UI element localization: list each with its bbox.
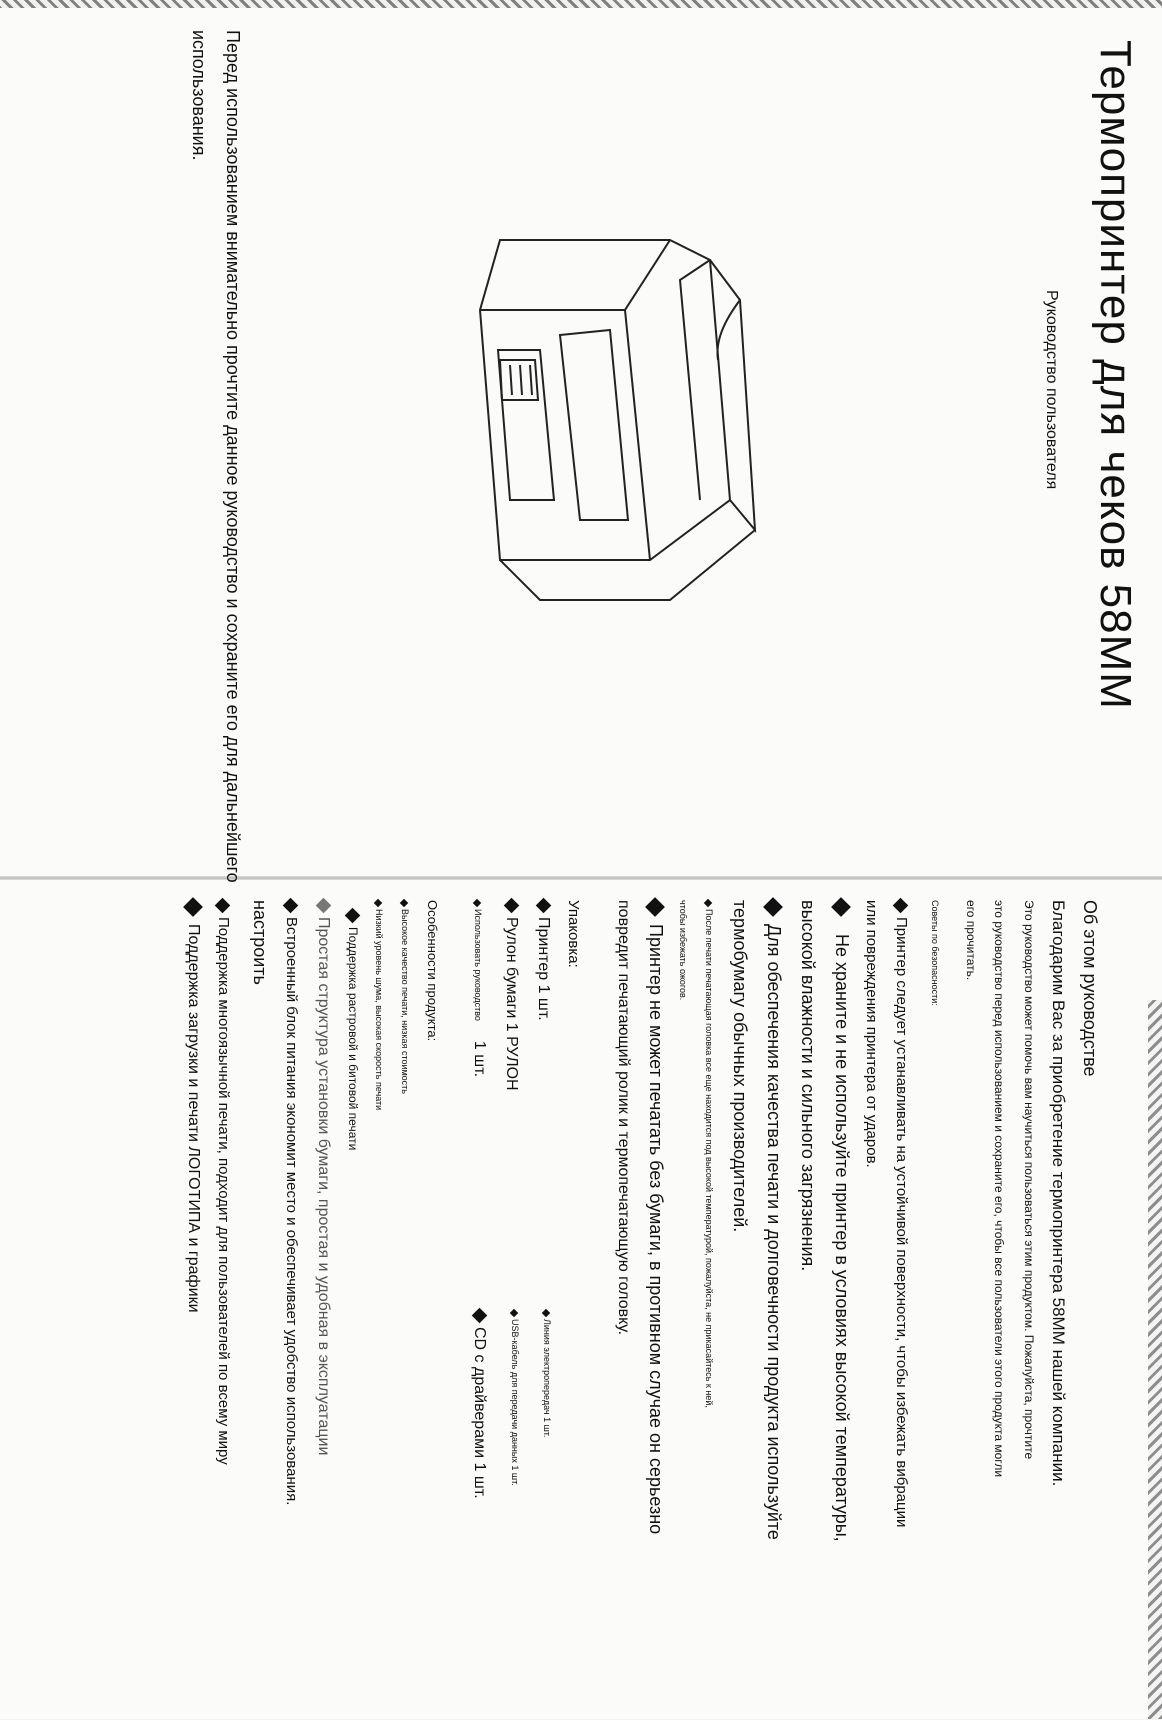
bullet-icon bbox=[831, 897, 851, 917]
bullet-icon bbox=[542, 1309, 550, 1317]
bullet-icon bbox=[283, 898, 299, 914]
bullet-icon bbox=[510, 1309, 518, 1317]
bullet-icon bbox=[344, 908, 360, 924]
thanks-text: Благодарим Вас за приобретение термопринтера 58ММ нашей компании. bbox=[1049, 900, 1068, 1487]
safety-tip-4: После печати печатающая головка все еще находится под высокой температурой, пожалуйста, не прикасайтесь к ней, bbox=[704, 900, 714, 1408]
safety-heading: Советы по безопасности: bbox=[930, 900, 940, 1006]
safety-tip-3-cont: термобумагу обычных производителей. bbox=[730, 900, 750, 1233]
bullet-icon bbox=[645, 897, 665, 917]
feature-6: Поддержка многоязычной печати, подходит для пользователей по всему миру bbox=[215, 900, 232, 1465]
feature-2: Низкий уровень шума, высокая скорость печати bbox=[374, 900, 384, 1110]
safety-tip-2-cont: высокой влажности и сильного загрязнения. bbox=[798, 900, 818, 1272]
about-line-3: его прочитать. bbox=[964, 900, 978, 981]
package-printer: Принтер 1 шт. bbox=[534, 900, 552, 1021]
safety-tip-5: Принтер не может печатать без бумаги, в противном случае он серьезно bbox=[645, 900, 666, 1534]
about-line-1: Это руководство может помочь вам научиться пользоваться этим продуктом. Пожалуйста, прочтите bbox=[1022, 900, 1036, 1460]
bullet-icon bbox=[473, 899, 481, 907]
cover-subtitle: Руководство пользователя bbox=[1043, 290, 1060, 490]
features-heading: Особенности продукта: bbox=[425, 900, 440, 1042]
bullet-icon bbox=[535, 898, 551, 914]
bullet-icon bbox=[215, 898, 231, 914]
safety-tip-2: Не храните и не используйте принтер в условиях высокой температуры, bbox=[831, 900, 852, 1542]
safety-tip-1-cont: или повреждения принтера от ударов. bbox=[863, 900, 880, 1168]
torn-edge-right bbox=[1148, 1000, 1162, 1719]
bullet-icon bbox=[400, 899, 408, 907]
about-heading: Об этом руководстве bbox=[1080, 900, 1100, 1077]
bullet-icon bbox=[471, 1308, 487, 1324]
package-manual: Использовать руководство1 шт. bbox=[470, 900, 488, 1077]
about-line-2: это руководство перед использованием и сохраните его, чтобы все пользователи этого продукта могли bbox=[992, 900, 1006, 1478]
safety-tip-1: Принтер следует устанавливать на устойчивой поверхности, чтобы избежать вибрации bbox=[893, 900, 910, 1527]
package-power: Линия электропередач 1 шт. bbox=[542, 1310, 552, 1437]
safety-tip-4-cont: чтобы избежать ожогов. bbox=[678, 900, 688, 1001]
printer-illustration bbox=[440, 200, 800, 620]
safety-tip-5-cont: повредит печатающий ролик и термопечатающую головку. bbox=[615, 900, 632, 1336]
package-heading: Упаковка: bbox=[565, 900, 582, 968]
manual-page bbox=[10, 900, 1100, 1720]
bullet-icon bbox=[704, 899, 712, 907]
cover-page bbox=[20, 30, 1140, 883]
safety-tip-3: Для обеспечения качества печати и долговечности продукта используйте bbox=[763, 900, 784, 1540]
feature-5: Встроенный блок питания экономит место и обеспечивает удобство использования. bbox=[283, 900, 300, 1505]
cover-intro: Перед использованием внимательно прочтите данное руководство и сохраните его для дальнейшего использования. bbox=[189, 30, 243, 883]
bullet-icon bbox=[503, 898, 519, 914]
package-usb: USB-кабель для передачи данных 1 шт. bbox=[510, 1310, 520, 1486]
bullet-icon bbox=[893, 898, 909, 914]
bullet-icon bbox=[763, 897, 783, 917]
bullet-icon bbox=[315, 898, 331, 914]
feature-7: Поддержка загрузки и печати ЛОГОТИПА и графики bbox=[184, 900, 202, 1313]
feature-3: Поддержка растровой и битовой печати bbox=[346, 910, 360, 1150]
feature-4: Простая структура установки бумаги, простая и удобная в эксплуатации bbox=[314, 900, 332, 1455]
bullet-icon bbox=[183, 897, 203, 917]
package-cd: CD с драйверами 1 шт. bbox=[470, 1310, 488, 1499]
package-roll: Рулон бумаги 1 РУЛОН bbox=[502, 900, 520, 1091]
bullet-icon bbox=[374, 899, 382, 907]
feature-5-cont: настроить bbox=[250, 900, 270, 985]
feature-1: Высокое качество печати, низкая стоимость bbox=[400, 900, 410, 1094]
cover-title: Термопринтер для чеков 58ММ bbox=[1091, 40, 1140, 710]
